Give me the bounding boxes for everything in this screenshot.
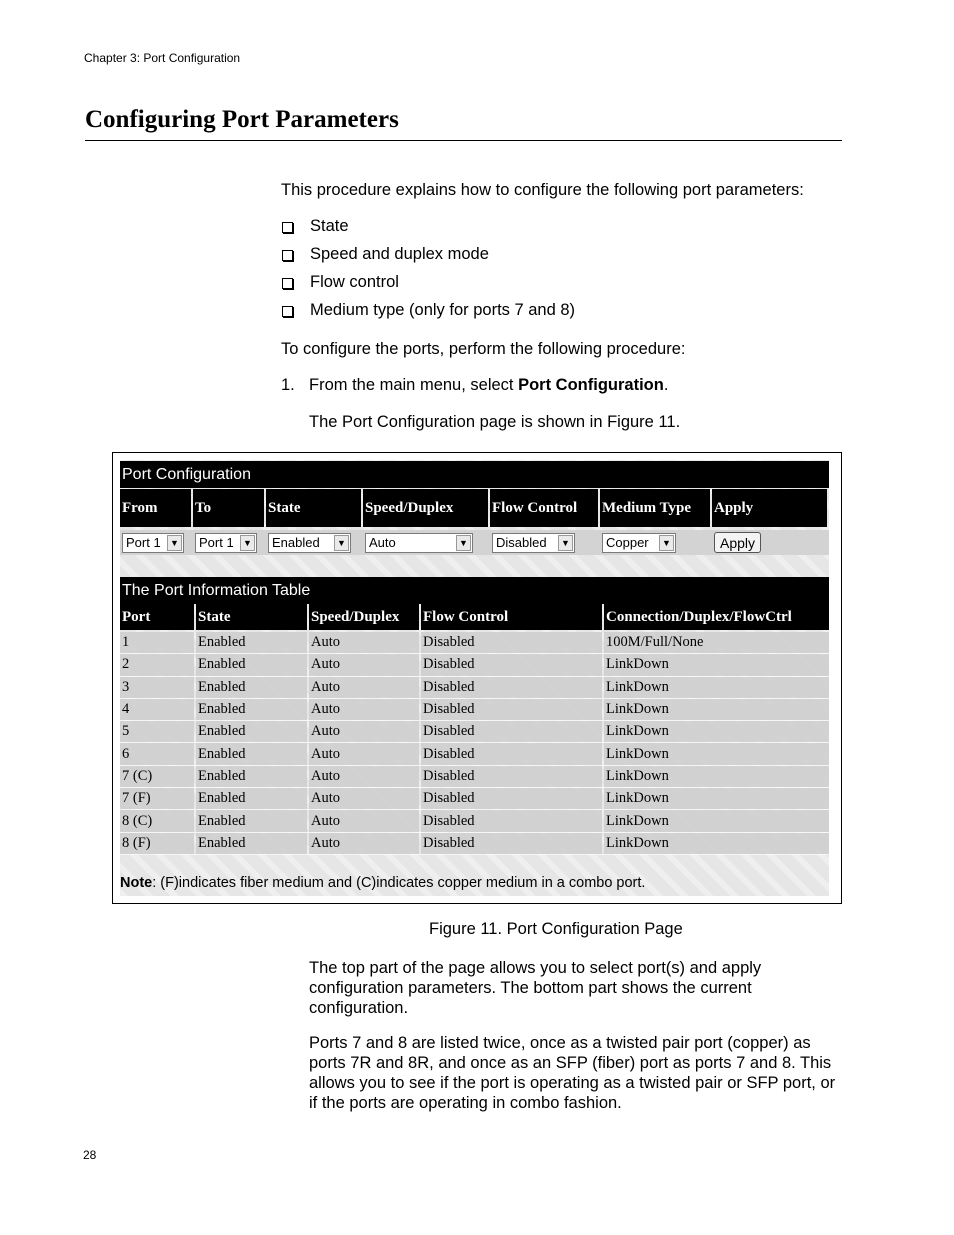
table-cell: Auto bbox=[309, 677, 419, 698]
checkbox-bullet-icon bbox=[282, 306, 293, 317]
port-information-table bbox=[120, 632, 829, 855]
table-cell: Auto bbox=[309, 743, 419, 764]
table-row bbox=[120, 833, 829, 855]
list-item: Medium type (only for ports 7 and 8) bbox=[281, 300, 575, 328]
checkbox-bullet-icon bbox=[282, 278, 293, 289]
checkbox-bullet-icon bbox=[282, 222, 293, 233]
table-cell: 4 bbox=[120, 699, 194, 720]
list-item: Flow control bbox=[281, 272, 575, 300]
table-cell: Enabled bbox=[196, 788, 307, 809]
info-col-port: Port bbox=[120, 604, 194, 630]
table-cell: Auto bbox=[309, 788, 419, 809]
medium-type-select[interactable]: Copper ▼ bbox=[602, 533, 676, 553]
table-cell: Disabled bbox=[421, 810, 602, 831]
figure-caption: Figure 11. Port Configuration Page bbox=[429, 920, 683, 938]
table-cell: Disabled bbox=[421, 788, 602, 809]
table-cell: 5 bbox=[120, 721, 194, 742]
table-cell: Enabled bbox=[196, 632, 307, 653]
table-cell: Enabled bbox=[196, 654, 307, 675]
table-cell: 1 bbox=[120, 632, 194, 653]
table-cell: Disabled bbox=[421, 743, 602, 764]
chevron-down-icon: ▼ bbox=[240, 535, 255, 551]
config-header-row bbox=[120, 489, 829, 527]
figure-port-configuration bbox=[112, 452, 842, 904]
config-col-flow-control: Flow Control bbox=[490, 489, 598, 527]
table-cell: Auto bbox=[309, 654, 419, 675]
speed-duplex-select[interactable]: Auto ▼ bbox=[365, 533, 473, 553]
table-row bbox=[120, 788, 829, 810]
table-cell: 3 bbox=[120, 677, 194, 698]
table-cell: LinkDown bbox=[604, 699, 829, 720]
chevron-down-icon: ▼ bbox=[167, 535, 182, 551]
parameter-list bbox=[281, 216, 575, 328]
table-cell: Auto bbox=[309, 810, 419, 831]
table-row bbox=[120, 632, 829, 654]
intro-paragraph: This procedure explains how to configure the following port parameters: bbox=[281, 181, 804, 199]
table-cell: LinkDown bbox=[604, 654, 829, 675]
chevron-down-icon: ▼ bbox=[334, 535, 349, 551]
table-row bbox=[120, 721, 829, 743]
table-cell: 8 (F) bbox=[120, 833, 194, 854]
table-cell: 7 (C) bbox=[120, 766, 194, 787]
table-cell: Enabled bbox=[196, 677, 307, 698]
table-cell: Disabled bbox=[421, 766, 602, 787]
config-col-speed-duplex: Speed/Duplex bbox=[363, 489, 488, 527]
page-number: 28 bbox=[83, 1148, 97, 1162]
step-1-note: The Port Configuration page is shown in Figure 11. bbox=[309, 413, 681, 431]
table-cell: LinkDown bbox=[604, 766, 829, 787]
table-row bbox=[120, 677, 829, 699]
config-col-from: From bbox=[120, 489, 191, 527]
table-row bbox=[120, 654, 829, 676]
table-row bbox=[120, 699, 829, 721]
table-cell: 100M/Full/None bbox=[604, 632, 829, 653]
config-col-state: State bbox=[266, 489, 361, 527]
table-cell: Disabled bbox=[421, 699, 602, 720]
table-cell: Enabled bbox=[196, 810, 307, 831]
config-col-to: To bbox=[193, 489, 264, 527]
table-cell: LinkDown bbox=[604, 743, 829, 764]
from-port-select[interactable]: Port 1 ▼ bbox=[122, 533, 184, 553]
table-cell: Disabled bbox=[421, 654, 602, 675]
table-cell: Enabled bbox=[196, 699, 307, 720]
step-number: 1. bbox=[281, 376, 295, 394]
chevron-down-icon: ▼ bbox=[456, 535, 471, 551]
table-cell: LinkDown bbox=[604, 677, 829, 698]
table-row bbox=[120, 810, 829, 832]
table-cell: Auto bbox=[309, 721, 419, 742]
section-title: Configuring Port Parameters bbox=[85, 106, 399, 133]
table-row bbox=[120, 766, 829, 788]
info-col-speed-duplex: Speed/Duplex bbox=[309, 604, 419, 630]
paragraph-ports: Ports 7 and 8 are listed twice, once as a twisted pair port (copper) as ports 7R and 8R, and once as an SFP (fiber) port as ports 7 and 8. This allows you to see if the port is operating as a twisted pair or SFP port, or if the ports are operating in combo fashion. bbox=[309, 1034, 836, 1112]
apply-button[interactable]: Apply bbox=[714, 532, 761, 553]
table-cell: 8 (C) bbox=[120, 810, 194, 831]
info-header-row bbox=[120, 604, 829, 630]
menu-item-reference: Port Configuration bbox=[518, 376, 664, 394]
table-cell: 6 bbox=[120, 743, 194, 764]
table-cell: LinkDown bbox=[604, 788, 829, 809]
to-port-select[interactable]: Port 1 ▼ bbox=[195, 533, 257, 553]
procedure-intro: To configure the ports, perform the following procedure: bbox=[281, 340, 686, 358]
table-cell: Auto bbox=[309, 766, 419, 787]
table-cell: Auto bbox=[309, 632, 419, 653]
table-cell: Enabled bbox=[196, 833, 307, 854]
table-cell: Disabled bbox=[421, 632, 602, 653]
table-cell: LinkDown bbox=[604, 810, 829, 831]
title-rule bbox=[85, 140, 842, 141]
chevron-down-icon: ▼ bbox=[659, 535, 674, 551]
step-1: 1. From the main menu, select Port Configuration. bbox=[281, 376, 669, 394]
figure-note: Note: (F)indicates fiber medium and (C)indicates copper medium in a combo port. bbox=[120, 875, 646, 891]
table-cell: Disabled bbox=[421, 677, 602, 698]
info-col-state: State bbox=[196, 604, 307, 630]
info-col-flow-control: Flow Control bbox=[421, 604, 602, 630]
table-cell: Enabled bbox=[196, 721, 307, 742]
checkbox-bullet-icon bbox=[282, 250, 293, 261]
table-cell: Enabled bbox=[196, 766, 307, 787]
paragraph-top-bottom: The top part of the page allows you to select port(s) and apply configuration parameters. The bottom part shows the current configuration. bbox=[309, 959, 762, 1017]
table-cell: Auto bbox=[309, 833, 419, 854]
config-col-apply: Apply bbox=[712, 489, 827, 527]
table-cell: Disabled bbox=[421, 721, 602, 742]
config-title-bar: Port Configuration bbox=[120, 461, 829, 488]
port-configuration-panel bbox=[120, 460, 829, 896]
flow-control-select[interactable]: Disabled ▼ bbox=[492, 533, 575, 553]
info-col-connection: Connection/Duplex/FlowCtrl bbox=[604, 604, 829, 630]
table-cell: LinkDown bbox=[604, 833, 829, 854]
state-select[interactable]: Enabled ▼ bbox=[268, 533, 351, 553]
table-cell: 7 (F) bbox=[120, 788, 194, 809]
list-item: State bbox=[281, 216, 575, 244]
config-input-row bbox=[120, 530, 829, 555]
table-cell: LinkDown bbox=[604, 721, 829, 742]
table-cell: Auto bbox=[309, 699, 419, 720]
list-item: Speed and duplex mode bbox=[281, 244, 575, 272]
table-cell: 2 bbox=[120, 654, 194, 675]
table-cell: Enabled bbox=[196, 743, 307, 764]
table-row bbox=[120, 743, 829, 765]
chevron-down-icon: ▼ bbox=[558, 535, 573, 551]
config-col-medium-type: Medium Type bbox=[600, 489, 710, 527]
table-cell: Disabled bbox=[421, 833, 602, 854]
info-title-bar: The Port Information Table bbox=[120, 577, 829, 604]
running-head: Chapter 3: Port Configuration bbox=[84, 51, 241, 65]
